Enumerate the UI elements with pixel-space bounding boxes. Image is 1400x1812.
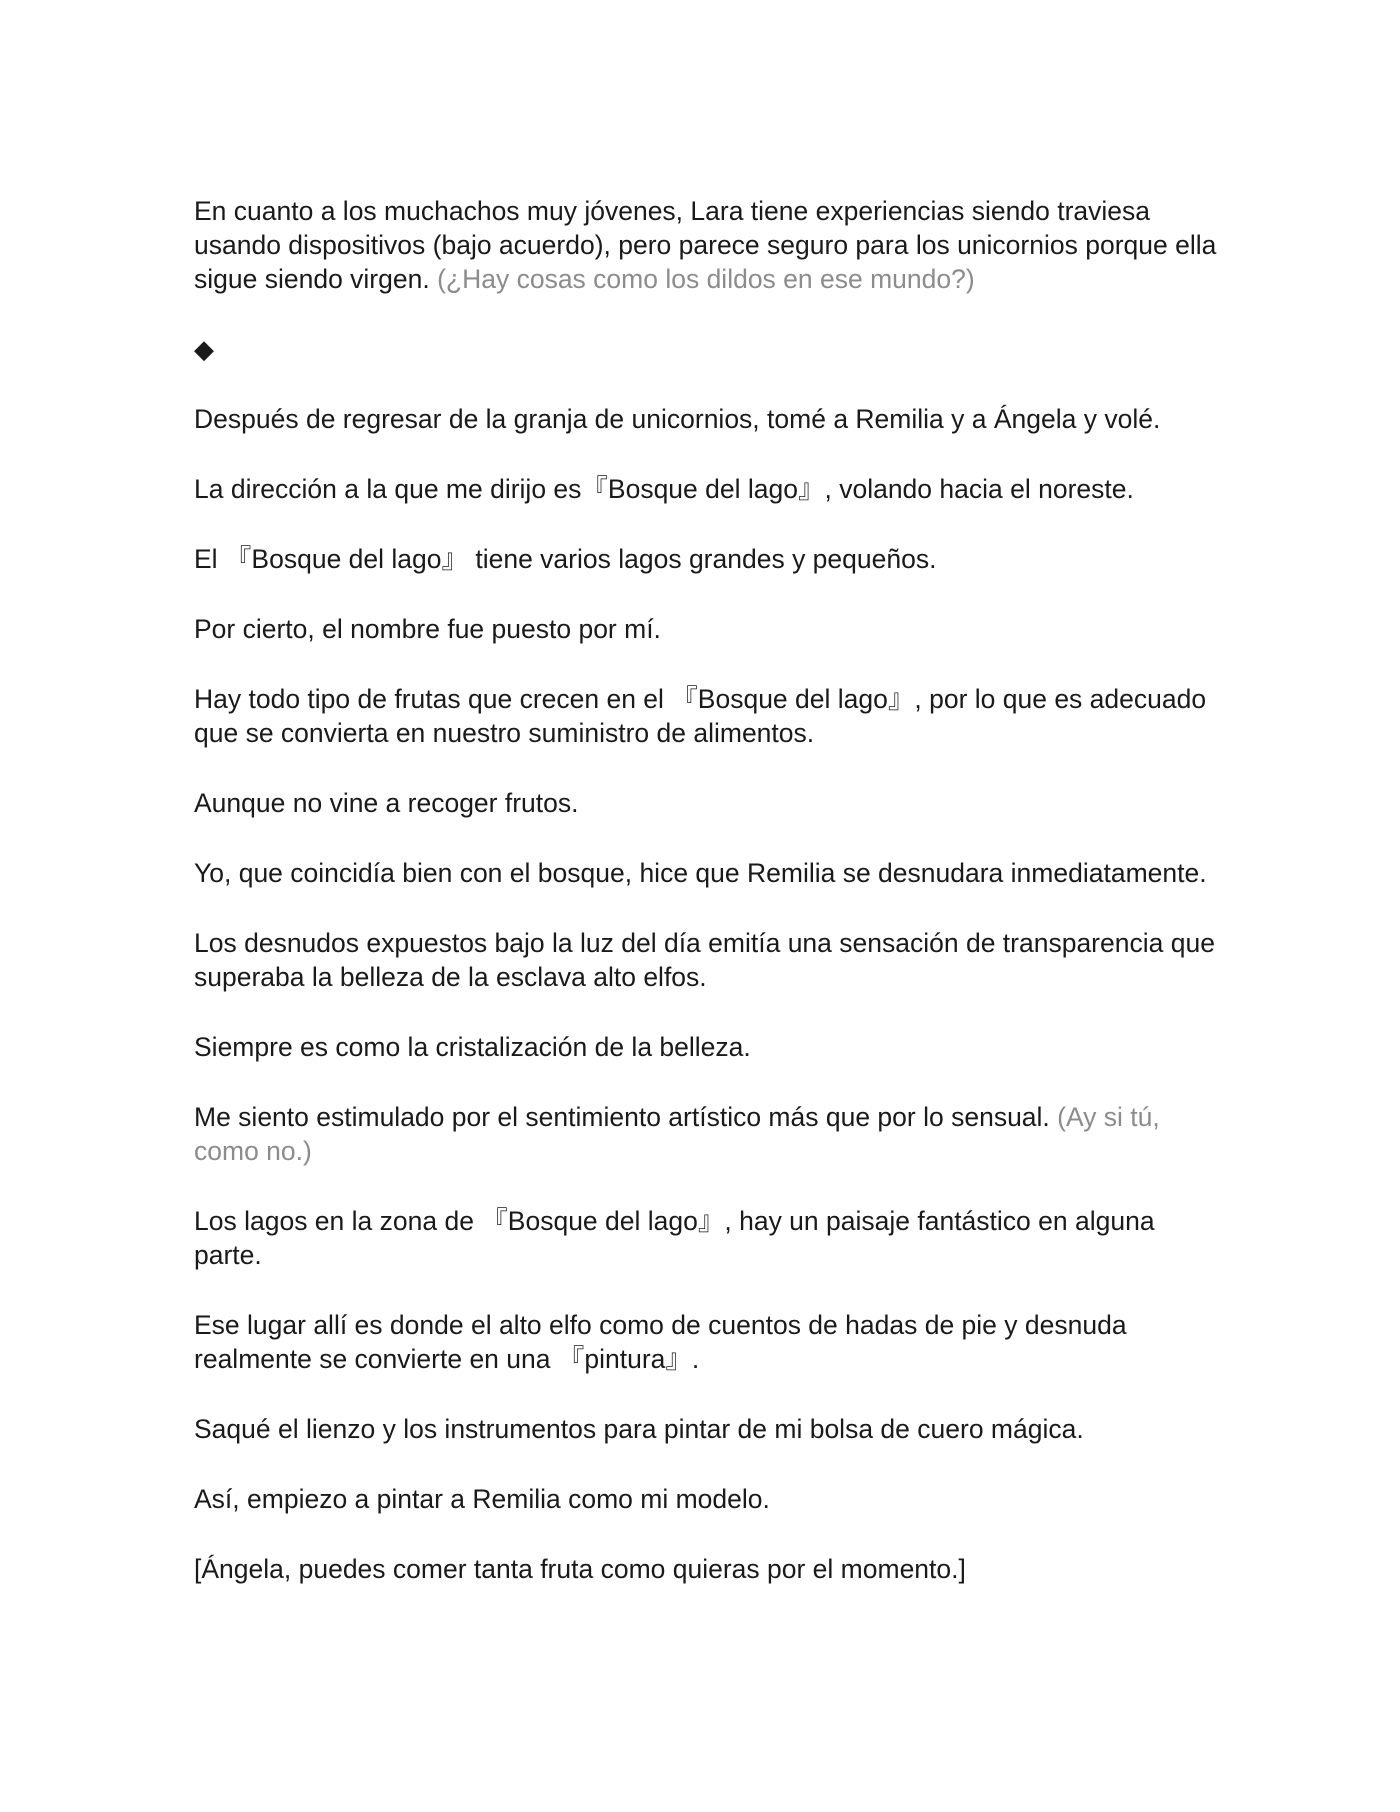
paragraph-1 xyxy=(194,194,1224,296)
paragraph-text: Me siento estimulado por el sentimiento artístico más que por lo sensual. xyxy=(194,1102,1050,1132)
paragraph-7 xyxy=(194,682,1224,750)
paragraph-17 xyxy=(194,1552,1224,1586)
paragraph-16 xyxy=(194,1482,1224,1516)
document-body xyxy=(194,194,1224,1622)
paragraph-9 xyxy=(194,856,1224,890)
paragraph-text: La dirección a la que me dirijo es『Bosque del lago』, volando hacia el noreste. xyxy=(194,474,1134,504)
paragraph-text: El 『Bosque del lago』 tiene varios lagos grandes y pequeños. xyxy=(194,544,937,574)
paragraph-text: Yo, que coincidía bien con el bosque, hice que Remilia se desnudara inmediatamente. xyxy=(194,858,1207,888)
paragraph-3 xyxy=(194,402,1224,436)
paragraph-text: Después de regresar de la granja de unicornios, tomé a Remilia y a Ángela y volé. xyxy=(194,404,1161,434)
section-divider-diamond xyxy=(194,332,1224,366)
paragraph-text: En cuanto a los muchachos muy jóvenes, Lara tiene experiencias siendo traviesa usando dispositivos (bajo acuerdo), pero parece seguro para los unicornios porque ella sigue siendo virgen. xyxy=(194,196,1217,294)
paragraph-text: Así, empiezo a pintar a Remilia como mi modelo. xyxy=(194,1484,770,1514)
paragraph-text: Saqué el lienzo y los instrumentos para pintar de mi bolsa de cuero mágica. xyxy=(194,1414,1084,1444)
paragraph-13 xyxy=(194,1204,1224,1272)
diamond-icon: ◆ xyxy=(194,334,214,364)
paragraph-5 xyxy=(194,542,1224,576)
paragraph-11 xyxy=(194,1030,1224,1064)
paragraph-text: [Ángela, puedes comer tanta fruta como quieras por el momento.] xyxy=(194,1554,966,1584)
paragraph-text: Los desnudos expuestos bajo la luz del día emitía una sensación de transparencia que superaba la belleza de la esclava alto elfos. xyxy=(194,928,1215,992)
paragraph-6 xyxy=(194,612,1224,646)
paragraph-4 xyxy=(194,472,1224,506)
paragraph-text: Los lagos en la zona de 『Bosque del lago』, hay un paisaje fantástico en alguna parte. xyxy=(194,1206,1155,1270)
paragraph-text: Ese lugar allí es donde el alto elfo como de cuentos de hadas de pie y desnuda realmente se convierte en una 『pintura』. xyxy=(194,1310,1127,1374)
paragraph-text: Hay todo tipo de frutas que crecen en el 『Bosque del lago』, por lo que es adecuado que se convierta en nuestro suministro de alimentos. xyxy=(194,684,1207,748)
paragraph-text: Por cierto, el nombre fue puesto por mí. xyxy=(194,614,661,644)
paragraph-14 xyxy=(194,1308,1224,1376)
paragraph-10 xyxy=(194,926,1224,994)
paragraph-8 xyxy=(194,786,1224,820)
paragraph-text: Siempre es como la cristalización de la belleza. xyxy=(194,1032,751,1062)
translator-note: (¿Hay cosas como los dildos en ese mundo?) xyxy=(429,264,975,294)
paragraph-15 xyxy=(194,1412,1224,1446)
paragraph-12 xyxy=(194,1100,1224,1168)
translator-note: (Ay si tú, como no.) xyxy=(194,1102,1160,1166)
paragraph-text: Aunque no vine a recoger frutos. xyxy=(194,788,579,818)
